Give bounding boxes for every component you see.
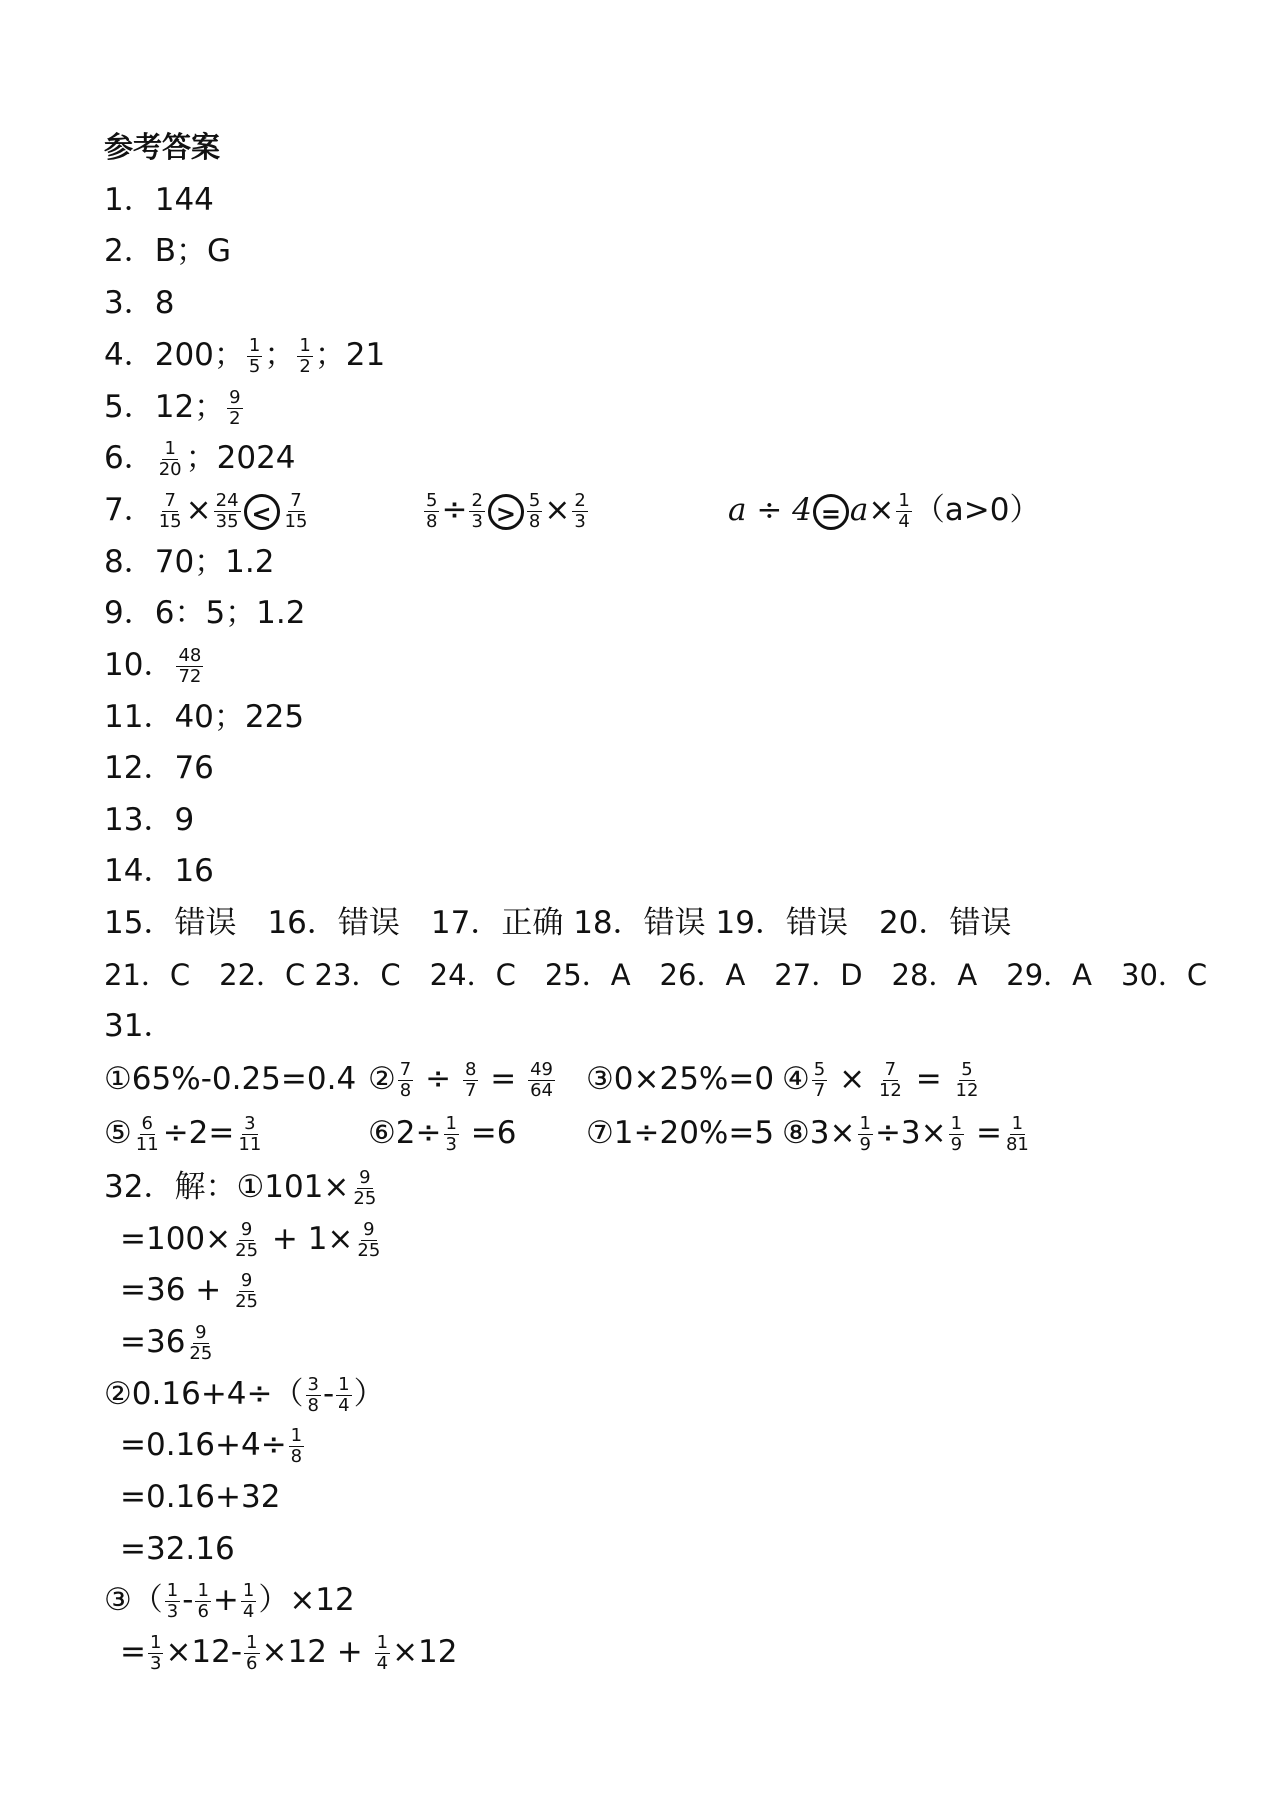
q31-item-4: ④ $\frac{5}{7}$ × $\frac{7}{12}$ = $\frac{5}{12}$ <box>782 1059 979 1101</box>
answer-12: 12．76 <box>104 750 214 786</box>
fraction: $\frac{1}{4}$ <box>898 490 910 532</box>
fraction: $\frac{7}{15}$ <box>284 490 308 532</box>
page-title: 参考答案 <box>104 130 221 164</box>
q32-step-2: =36 + $\frac{9}{25}$ <box>120 1270 259 1312</box>
equals-circle: = <box>813 494 849 530</box>
q31-item-7: ⑦1÷20%=5 <box>586 1115 775 1151</box>
answer-9: 9．6：5；1.2 <box>104 595 306 631</box>
q31-item-5: ⑤ $\frac{6}{11}$ ÷2= $\frac{3}{11}$ <box>104 1113 262 1155</box>
q31-item-8: ⑧3× $\frac{1}{9}$ ÷3× $\frac{1}{9}$ = $\frac{1}{81}$ <box>782 1113 1029 1155</box>
fraction: $\frac{1}{4}$ <box>376 1632 389 1674</box>
fraction: $\frac{1}{3}$ <box>166 1580 179 1622</box>
fraction: $\frac{8}{7}$ <box>464 1059 477 1101</box>
q32-heading: 32．解：①101× $\frac{9}{25}$ <box>104 1167 377 1209</box>
fraction: $\frac{7}{15}$ <box>158 490 182 532</box>
answer-13: 13．9 <box>104 802 195 838</box>
fraction: $\frac{2}{3}$ <box>574 490 586 532</box>
fraction: $\frac{1}{3}$ <box>445 1113 457 1155</box>
fraction: $\frac{2}{3}$ <box>471 490 483 532</box>
fraction: $\frac{3}{8}$ <box>307 1374 319 1416</box>
answer-5: 5．12； $\frac{9}{2}$ <box>104 387 241 429</box>
fraction: $\frac{1}{20}$ <box>158 438 182 480</box>
fraction: $\frac{1}{9}$ <box>950 1113 963 1155</box>
q32-part-2-step-2: =0.16+32 <box>120 1479 281 1515</box>
fraction: $\frac{1}{2}$ <box>299 335 311 377</box>
fraction: $\frac{3}{11}$ <box>238 1113 262 1155</box>
q31-item-1: ①65%-0.25=0.4 <box>104 1061 357 1097</box>
answer-2: 2．B；G <box>104 233 232 269</box>
q32-part-3-heading: ③（ $\frac{1}{3}$ - $\frac{1}{6}$ + $\frac{1}{4}$ ）×12 <box>104 1580 355 1622</box>
answer-11: 11．40；225 <box>104 699 305 735</box>
q31-item-2: ② $\frac{7}{8}$ ÷ $\frac{8}{7}$ = $\frac{49}{64}$ <box>368 1059 553 1101</box>
q32-part-2-step-1: =0.16+4÷ $\frac{1}{8}$ <box>120 1425 303 1467</box>
answer-7-part-3: a ÷ 4 = a× $\frac{1}{4}$ （a>0） <box>728 490 1041 532</box>
fraction: $\frac{9}{25}$ <box>235 1270 259 1312</box>
answer-6: 6． $\frac{1}{20}$ ；2024 <box>104 438 296 480</box>
answer-1: 1．144 <box>104 182 214 218</box>
fraction: $\frac{9}{2}$ <box>229 387 241 429</box>
answer-7: 7． $\frac{7}{15}$ × $\frac{24}{35}$ < $\frac{7}{15}$ <box>104 490 308 532</box>
answer-4: 4．200； $\frac{1}{5}$ ； $\frac{1}{2}$ ；21 <box>104 335 386 377</box>
answer-31: 31． <box>104 1008 175 1044</box>
q32-step-3: =36 $\frac{9}{25}$ <box>120 1322 213 1364</box>
greater-than-circle: > <box>488 494 524 530</box>
answer-14: 14．16 <box>104 853 214 889</box>
q32-step-1: =100× $\frac{9}{25}$ + 1× $\frac{9}{25}$ <box>120 1219 381 1261</box>
answer-10: 10． $\frac{48}{72}$ <box>104 645 202 687</box>
fraction: $\frac{5}{8}$ <box>426 490 438 532</box>
fraction: $\frac{5}{8}$ <box>528 490 541 532</box>
q32-part-2-step-3: =32.16 <box>120 1531 235 1567</box>
fraction: $\frac{1}{4}$ <box>242 1580 255 1622</box>
fraction: $\frac{1}{8}$ <box>290 1425 303 1467</box>
fraction: $\frac{9}{25}$ <box>357 1219 381 1261</box>
fraction: $\frac{1}{9}$ <box>859 1113 871 1155</box>
q31-item-3: ③0×25%=0 <box>586 1061 775 1097</box>
answers-15-20: 15．错误 16．错误 17．正确 18．错误 19．错误 20．错误 <box>104 905 1012 941</box>
fraction: $\frac{1}{5}$ <box>248 335 261 377</box>
fraction: $\frac{1}{6}$ <box>246 1632 258 1674</box>
less-than-circle: < <box>244 494 280 530</box>
fraction: $\frac{7}{8}$ <box>399 1059 412 1101</box>
answer-4-prefix: 4．200； <box>104 337 245 373</box>
answer-3: 3．8 <box>104 285 175 321</box>
fraction: $\frac{5}{12}$ <box>955 1059 979 1101</box>
fraction: $\frac{1}{3}$ <box>149 1632 162 1674</box>
answers-21-30: 21．C 22．C 23．C 24．C 25．A 26．A 27．D 28．A 29．A 30．C <box>104 958 1208 992</box>
fraction: $\frac{9}{25}$ <box>235 1219 259 1261</box>
q32-part-3-step-1: = $\frac{1}{3}$ ×12- $\frac{1}{6}$ ×12 + $\frac{1}{4}$ ×12 <box>120 1632 458 1674</box>
fraction: $\frac{9}{25}$ <box>353 1167 377 1209</box>
fraction: $\frac{49}{64}$ <box>530 1059 553 1101</box>
answer-8: 8．70；1.2 <box>104 544 275 580</box>
answer-7-part-2: $\frac{5}{8}$ ÷ $\frac{2}{3}$ > $\frac{5}{8}$ × $\frac{2}{3}$ <box>426 490 586 532</box>
fraction: $\frac{1}{81}$ <box>1005 1113 1029 1155</box>
q31-item-6: ⑥2÷ $\frac{1}{3}$ =6 <box>368 1113 517 1155</box>
fraction: $\frac{1}{6}$ <box>197 1580 209 1622</box>
fraction: $\frac{24}{35}$ <box>215 490 239 532</box>
fraction: $\frac{1}{4}$ <box>338 1374 350 1416</box>
fraction: $\frac{6}{11}$ <box>135 1113 159 1155</box>
fraction: $\frac{48}{72}$ <box>178 645 202 687</box>
q32-part-2-heading: ②0.16+4÷（ $\frac{3}{8}$ - $\frac{1}{4}$ ） <box>104 1374 385 1416</box>
fraction: $\frac{5}{7}$ <box>813 1059 826 1101</box>
fraction: $\frac{7}{12}$ <box>878 1059 902 1101</box>
fraction: $\frac{9}{25}$ <box>189 1322 213 1364</box>
